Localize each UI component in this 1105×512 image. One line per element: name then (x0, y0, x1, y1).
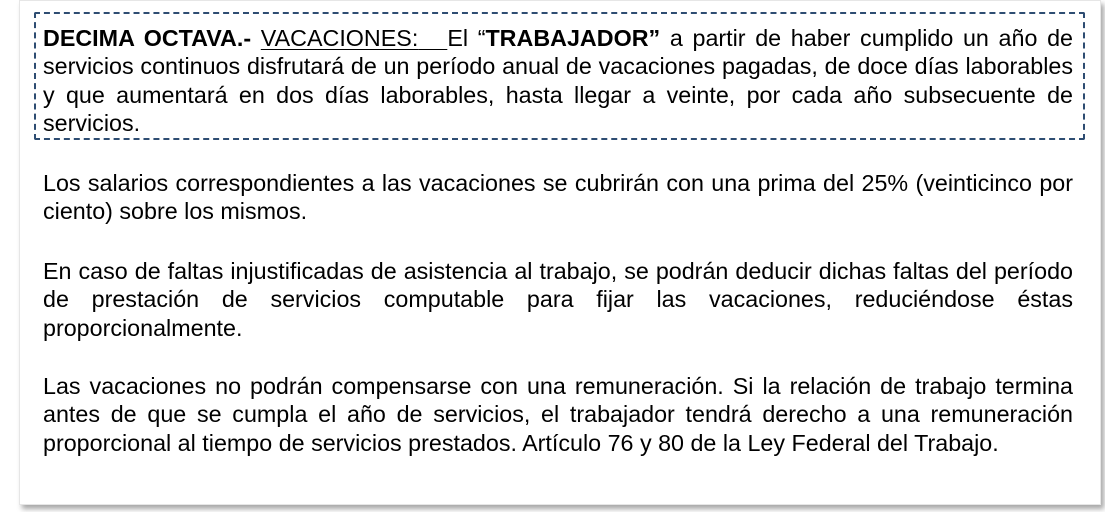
clause-heading: DECIMA OCTAVA.- (43, 25, 252, 51)
paragraph-unjustified-absences: En caso de faltas injustificadas de asistencia al trabajo, se podrán deducir dichas faltas del período de prestación de servicios computable para fijar las vacaciones, reduciéndose éstas proporcionalmente. (43, 258, 1073, 341)
clause-body: a partir de haber cumplido un año de servicios continuos disfrutará de un período anual de vacaciones pagadas, de doce días laborables y que aumentará en dos días laborables, hasta llegar a veinte, por cada año subsecuente de servicios. (43, 25, 1073, 137)
paragraph-no-compensation: Las vacaciones no podrán compensarse con una remuneración. Si la relación de trabajo termina antes de que se cumpla el año de servicios, el trabajador tendrá derecho a una remuneración proporcional al tiempo de servicios prestados. Artículo 76 y 80 de la Ley Federal del Trabajo. (43, 373, 1073, 456)
clause-lead: El “ (447, 25, 486, 51)
clause-paragraph (43, 24, 1073, 138)
paragraph-vacation-premium: Los salarios correspondientes a las vacaciones se cubrirán con una prima del 25% (veinticinco por ciento) sobre los mismos. (43, 170, 1073, 225)
clause-subject: VACACIONES: (260, 25, 419, 51)
clause-party: TRABAJADOR” (485, 25, 661, 51)
